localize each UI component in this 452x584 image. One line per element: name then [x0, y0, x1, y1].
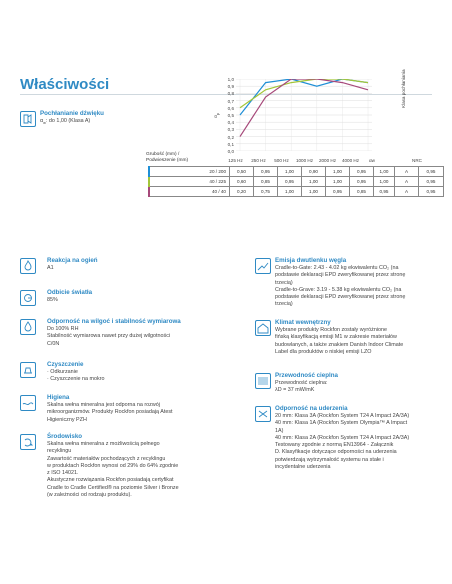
text-line: 40 mm: Klasa 1A (Rockfon System Olympia™ A Impact	[275, 420, 408, 427]
cleaning-icon	[20, 362, 36, 378]
uderzenia-text	[275, 413, 409, 471]
text-line: incydentalne uderzenia	[275, 464, 331, 471]
text-line: z ISO 14021.	[47, 470, 79, 477]
text-line: Cradle to Cradle Certified® na poziomie Silver i Bronze	[47, 484, 179, 491]
column-header: 1000 Hz	[295, 158, 314, 163]
higiena-text	[47, 402, 173, 424]
text-line: · Odkurzanie	[47, 369, 78, 375]
y-tick-label: 1,0	[227, 77, 234, 82]
emisja-text	[275, 265, 405, 309]
y-tick-label: 0,5	[227, 113, 234, 118]
table-cell: 1,00	[374, 167, 395, 177]
table-cell: 1,00	[278, 187, 302, 197]
row-label: 20 / 200	[149, 167, 230, 177]
klasa-label-vertical: Klasa pochłaniania	[401, 69, 406, 108]
light-icon	[20, 290, 36, 306]
text-line: 20 mm: Klasa 3A (Rockfon System T24 A Impact 2A/3A)	[275, 413, 410, 419]
text-line: budowlanych, a także znakiem Danish Indoor Climate	[275, 341, 404, 348]
reakcja-title: Reakcja na ogień	[47, 257, 98, 264]
przewodnosc-title: Przewodność cieplna	[275, 372, 338, 379]
table-cell: 1,00	[302, 177, 326, 187]
srodowisko-title: Środowisko	[47, 433, 83, 440]
hygiene-icon	[20, 395, 36, 411]
text-line: 1A)	[275, 427, 284, 434]
table-cell: 0,95	[326, 187, 350, 197]
alpha-w-text: $\alpha_w$: do 1,00 (Klasa A)	[40, 118, 91, 126]
text-line: Akustyczne rozwiązania Rockfon posiadają certyfikat	[47, 477, 174, 484]
table-cell: 1,00	[326, 167, 350, 177]
text-line: 40 mm: Klasa 2A (Rockfon System T24 A Impact 2A/3A)	[275, 434, 410, 441]
acoustic-heading: Pochłanianie dźwięku	[40, 110, 104, 117]
text-line: (w zależności od rodzaju produktu).	[47, 492, 132, 499]
text-line: potwierdzają wytrzymałość systemu na stałe i	[275, 456, 384, 463]
column-header: 500 Hz	[274, 158, 289, 163]
emisja-title: Emisja dwutlenku węgla	[275, 257, 347, 264]
y-tick-label: 0,9	[227, 84, 234, 90]
table-cell: 0,95	[419, 167, 444, 177]
y-tick-label: 0,8	[227, 91, 234, 97]
text-line: Skalna wełna mineralna z możliwością pełnego	[47, 441, 160, 447]
odbicie-text	[47, 297, 58, 304]
text-line: recyklingu	[47, 448, 72, 455]
text-line: Cradle-to-Gate: 2.43 - 4.02 kg ekwiwalentu CO₂ (na	[275, 265, 399, 271]
y-tick-label: 0,0	[227, 149, 234, 154]
odpornosc-text	[47, 326, 170, 348]
page-title: Właściwości	[20, 76, 110, 93]
table-cell: 0,75	[254, 187, 278, 197]
absorption-chart	[236, 79, 372, 151]
text-line: Skalna wełna mineralna jest odporna na rozwój	[47, 402, 160, 408]
table-cell: 0,95	[419, 187, 444, 197]
y-tick-label: 0,6	[227, 105, 234, 111]
co2-icon	[255, 258, 271, 274]
header-line-1: Grubość (mm) /	[146, 152, 180, 157]
table-cell: 0,95	[374, 187, 395, 197]
table-row	[149, 187, 444, 197]
text-line: trzecią)	[275, 301, 293, 308]
table-row	[149, 177, 444, 187]
srodowisko-text	[47, 441, 179, 499]
text-line: podstawie deklaracji EPD zweryfikowanej przez stronę	[275, 294, 406, 301]
reakcja-text	[47, 265, 54, 272]
text-line: D. Klasyfikacje dotyczące odporności na uderzenia	[275, 449, 397, 456]
environment-icon	[20, 434, 36, 450]
table-cell: 0,95	[350, 177, 374, 187]
table-cell: A	[395, 187, 419, 197]
y-tick-label: 0,3	[227, 127, 234, 133]
text-line: Przewodność cieplna:	[275, 380, 328, 386]
text-line: Cradle-to-Grave: 3.19 - 5.38 kg ekwiwalentu CO₂ (na	[275, 286, 402, 293]
y-axis-ticks	[222, 77, 234, 157]
text-line: w produktach Rockfon wynosi od 29% do 64% zgodnie	[47, 462, 179, 469]
table-cell: A	[395, 167, 419, 177]
table-cell: 0,85	[350, 187, 374, 197]
table-header-left	[146, 152, 224, 164]
column-header: NRC	[412, 158, 422, 163]
table-cell: 0,20	[230, 187, 254, 197]
y-tick-label: 0,4	[227, 120, 234, 126]
text-line: Stabilność wymiarowa nawet przy dużej wilgotności	[47, 333, 171, 340]
column-header: 4000 Hz	[341, 158, 360, 163]
higiena-title: Higiena	[47, 394, 70, 401]
text-line: C/0N	[47, 340, 60, 347]
table-cell: 0,95	[254, 167, 278, 177]
indoor-climate-icon	[255, 320, 271, 336]
table-cell: 0,95	[278, 177, 302, 187]
y-tick-label: 0,1	[227, 141, 234, 147]
text-line: Zawartość materiałów pochodzących z recyklingu	[47, 455, 166, 462]
table-cell: 0,90	[302, 167, 326, 177]
table-cell: 0,95	[419, 177, 444, 187]
przewodnosc-text	[275, 380, 327, 395]
humidity-icon	[20, 319, 36, 335]
table-cell: 1,00	[326, 177, 350, 187]
acoustic-icon	[20, 111, 36, 127]
text-line: Testowany zgodnie z normą EN13964 - Załącznik	[275, 442, 394, 449]
klimat-text	[275, 327, 403, 356]
table-cell: 1,00	[302, 187, 326, 197]
text-line: mikroorganizmów. Produkty Rockfon posiadają Atest	[47, 409, 173, 416]
table-cell: 1,00	[374, 177, 395, 187]
column-header: 250 Hz	[251, 158, 266, 163]
text-line: trzecią)	[275, 279, 293, 286]
uderzenia-title: Odporność na uderzenia	[275, 405, 348, 412]
y-axis-label: $\alpha_p$	[212, 113, 220, 118]
text-line: 85%	[47, 297, 58, 303]
absorption-table	[148, 166, 444, 197]
thermal-icon	[255, 373, 271, 389]
text-line: A1	[47, 265, 54, 271]
table-cell: 0,85	[254, 177, 278, 187]
text-line: podstawie deklaracji EPD zweryfikowanej przez stronę	[275, 272, 406, 279]
column-header: αw	[369, 158, 375, 163]
odpornosc-title: Odporność na wilgoć i stabilność wymiarowa	[47, 318, 181, 325]
odbicie-title: Odbicie światła	[47, 289, 93, 296]
text-line: Higieniczny PZH	[47, 416, 87, 423]
table-cell: 0,60	[230, 177, 254, 187]
row-label: 40 / 225	[149, 177, 230, 187]
czyszczenie-text	[47, 369, 105, 384]
column-header: 2000 Hz	[318, 158, 337, 163]
table-row	[149, 167, 444, 177]
text-line: Do 100% RH	[47, 326, 79, 332]
y-tick-label: 0,7	[227, 98, 234, 104]
y-tick-label: 0,2	[227, 134, 234, 140]
text-line: Label dla produktów o niskiej emisji LZO	[275, 348, 372, 355]
header-line-2: Podwieszenie (mm)	[146, 158, 189, 163]
table-cell: 1,00	[278, 167, 302, 177]
text-line: fińską klasyfikacją emisji M1 w zakresie materiałów	[275, 334, 397, 341]
text-line: · Czyszczenie na mokro	[47, 376, 105, 383]
klimat-title: Klimat wewnętrzny	[275, 319, 331, 326]
czyszczenie-title: Czyszczenie	[47, 361, 84, 368]
table-cell: 0,50	[230, 167, 254, 177]
impact-icon	[255, 406, 271, 422]
column-header: 125 Hz	[228, 158, 243, 163]
table-cell: 0,95	[350, 167, 374, 177]
row-label: 40 / 40	[149, 187, 230, 197]
text-line: λD = 37 mW/mK	[275, 387, 315, 394]
fire-icon	[20, 258, 36, 274]
text-line: Wybrane produkty Rockfon zostały wyróżnione	[275, 327, 388, 333]
table-cell: A	[395, 177, 419, 187]
